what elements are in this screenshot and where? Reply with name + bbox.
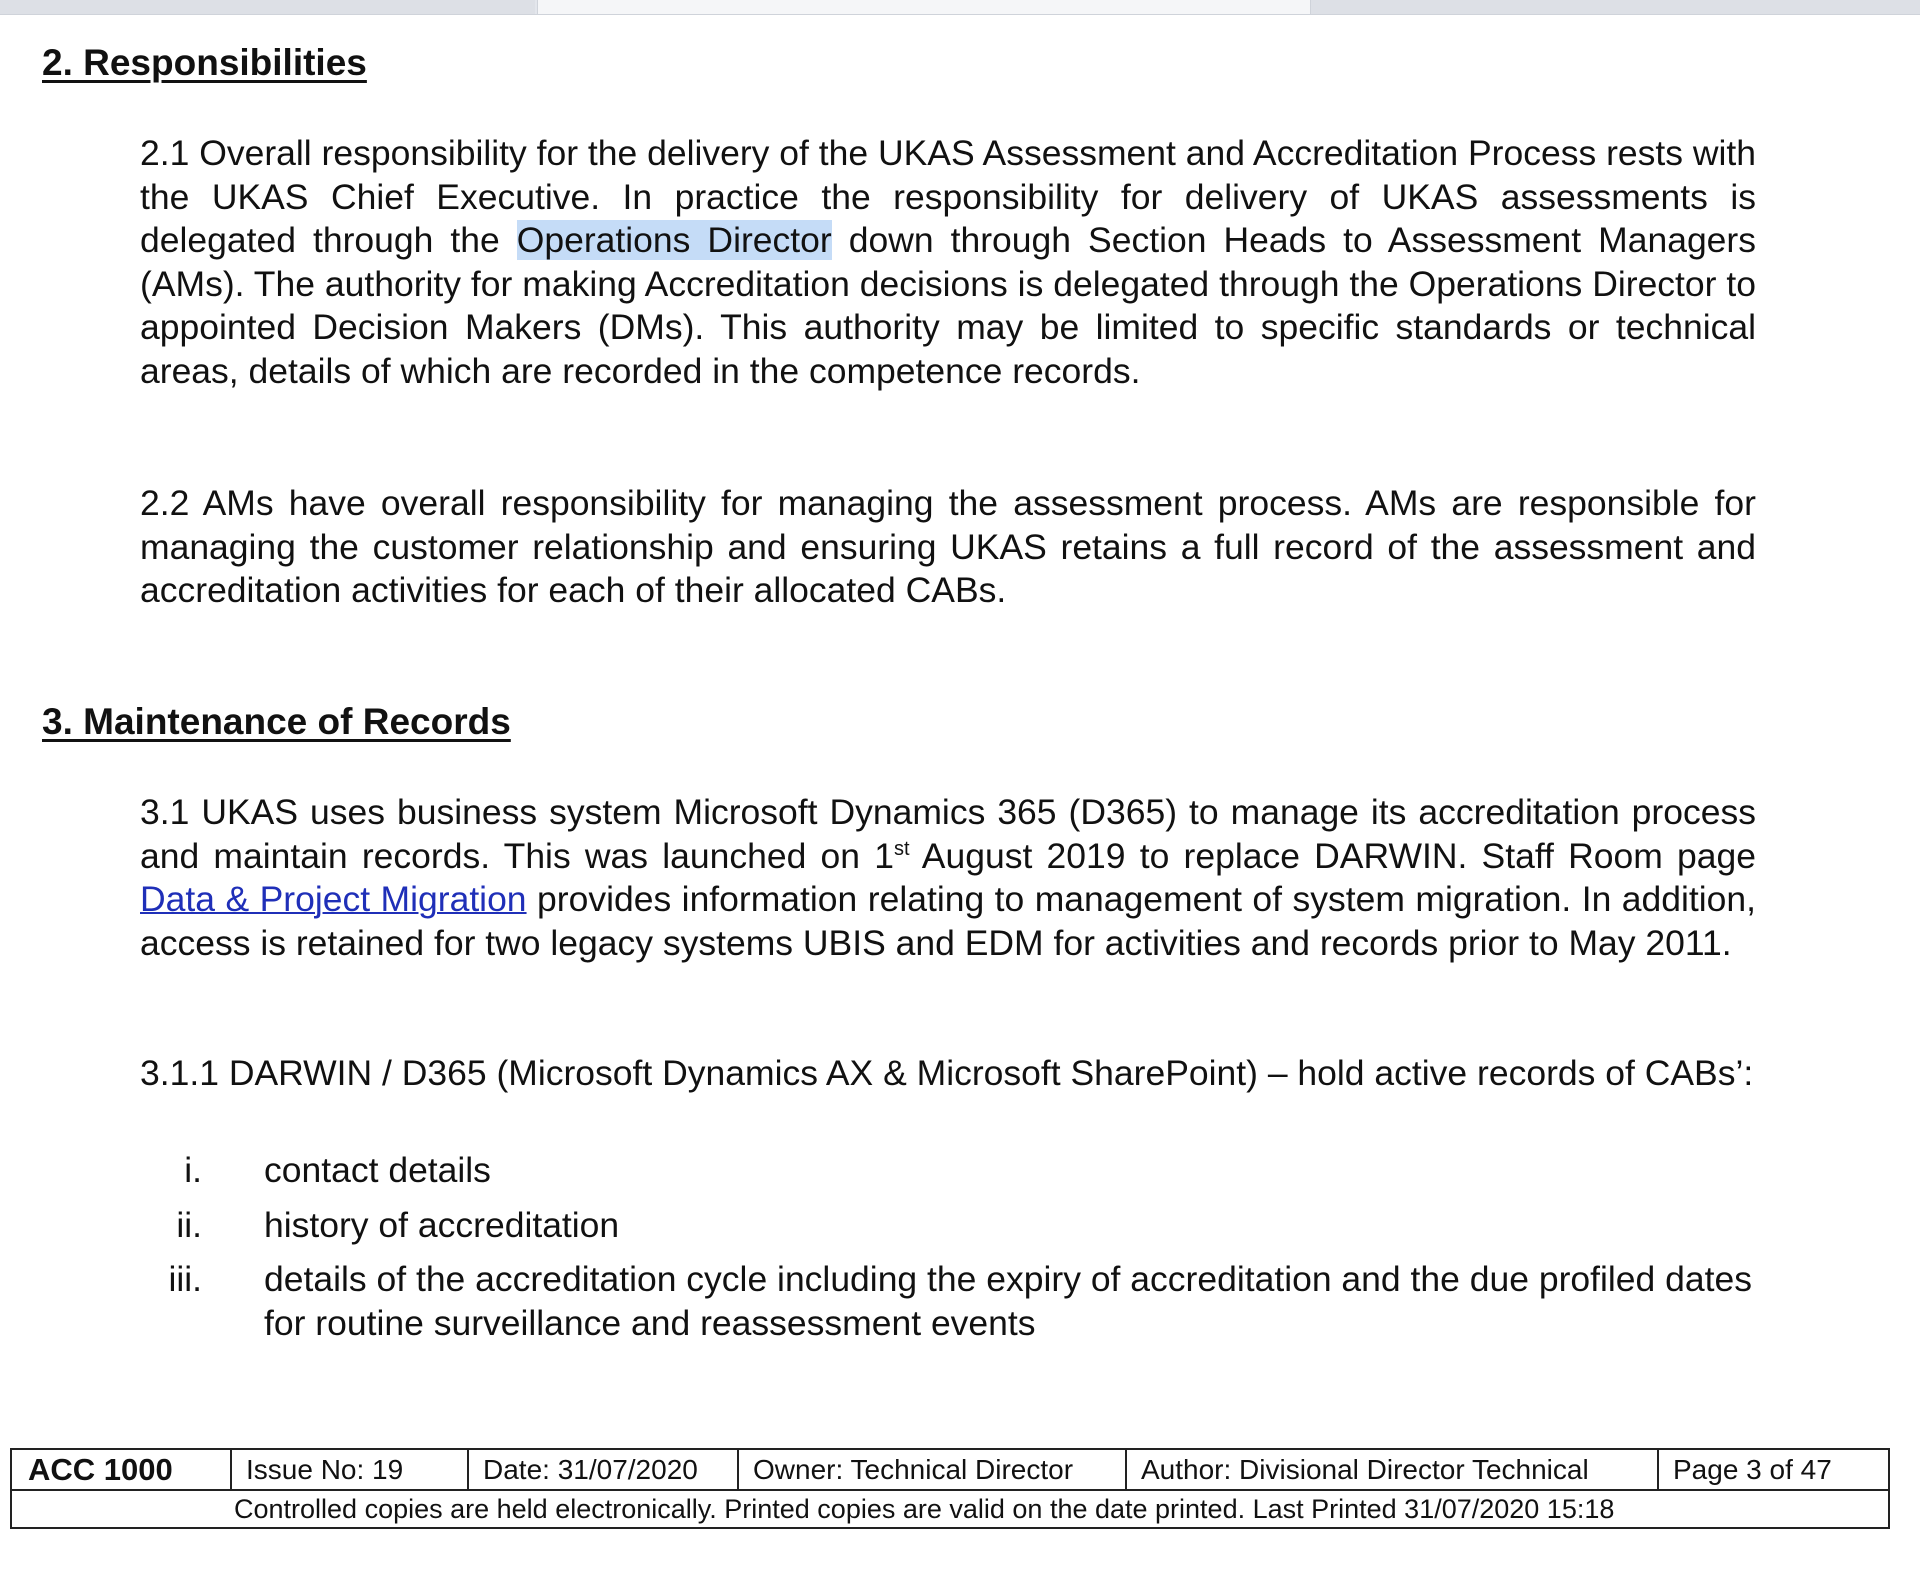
selected-text-highlight[interactable]: Operations Director bbox=[516, 220, 832, 261]
footer-issue-number: Issue No: 19 bbox=[232, 1450, 469, 1489]
footer-info-row bbox=[12, 1450, 1888, 1491]
list-item-text: contact details bbox=[264, 1150, 491, 1190]
footer-owner: Owner: Technical Director bbox=[739, 1450, 1127, 1489]
footer-author: Author: Divisional Director Technical bbox=[1127, 1450, 1659, 1489]
top-bar-center-panel bbox=[537, 0, 1311, 14]
paragraph-2-1 bbox=[140, 132, 1756, 394]
footer-document-code: ACC 1000 bbox=[12, 1450, 232, 1489]
paragraph-2-1-text-start: 2.1 Overall responsibility for the delivery of the UKAS Assessment and Accreditation Process rests with the UKAS Chief Executive. In practice the responsibility for delivery of UKAS assessments is delegated through the bbox=[140, 133, 1756, 261]
data-project-migration-link[interactable]: Data & Project Migration bbox=[140, 879, 527, 920]
list-item-number: ii. bbox=[176, 1205, 202, 1245]
paragraph-3-1-1: 3.1.1 DARWIN / D365 (Microsoft Dynamics AX & Microsoft SharePoint) – hold active records of CABs’: bbox=[140, 1053, 1754, 1093]
paragraph-3-1-text-middle: August 2019 to replace DARWIN. Staff Room page bbox=[909, 835, 1756, 876]
ordinal-suffix: st bbox=[893, 837, 910, 860]
top-bar-right-panel bbox=[1311, 0, 1920, 14]
list-item-text: details of the accreditation cycle including the expiry of accreditation and the due profiled dates for routine surveillance and reassessment events bbox=[264, 1259, 1752, 1343]
footer-date: Date: 31/07/2020 bbox=[469, 1450, 739, 1489]
list-item-number: i. bbox=[184, 1150, 202, 1190]
list-item-text: history of accreditation bbox=[264, 1205, 620, 1245]
paragraph-3-1 bbox=[140, 791, 1756, 965]
paragraph-2-2: 2.2 AMs have overall responsibility for managing the assessment process. AMs are responsible for managing the customer relationship and ensuring UKAS retains a full record of the assessment and accreditation activities for each of their allocated CABs. bbox=[140, 483, 1756, 611]
paragraph-3-1-text-end: provides information relating to management of system migration. In addition, access is retained for two legacy systems UBIS and EDM for activities and records prior to May 2011. bbox=[140, 879, 1756, 963]
section-heading-maintenance-of-records: 3. Maintenance of Records bbox=[42, 701, 511, 742]
top-bar-left-panel bbox=[0, 0, 535, 14]
paragraph-3-1-text-start: 3.1 UKAS uses business system Microsoft Dynamics 365 (D365) to manage its accreditation process and maintain records. This was launched on 1 bbox=[140, 792, 1756, 876]
list-item-number: iii. bbox=[168, 1259, 202, 1299]
section-heading-responsibilities: 2. Responsibilities bbox=[42, 42, 367, 83]
footer-controlled-copies-note: Controlled copies are held electronically. Printed copies are valid on the date printed. Last Printed 31/07/2020 15:18 bbox=[234, 1493, 1615, 1524]
window-top-bar bbox=[0, 0, 1920, 15]
document-footer-table bbox=[10, 1448, 1890, 1529]
footer-page-number: Page 3 of 47 bbox=[1673, 1453, 1832, 1485]
document-page bbox=[0, 14, 1920, 1570]
paragraph-2-1-text-end: down through Section Heads to Assessment Managers (AMs). The authority for making Accreditation decisions is delegated through the Operations Director to appointed Decision Makers (DMs). This authority may be limited to specific standards or technical areas, details of which are recorded in the competence records. bbox=[140, 220, 1756, 391]
